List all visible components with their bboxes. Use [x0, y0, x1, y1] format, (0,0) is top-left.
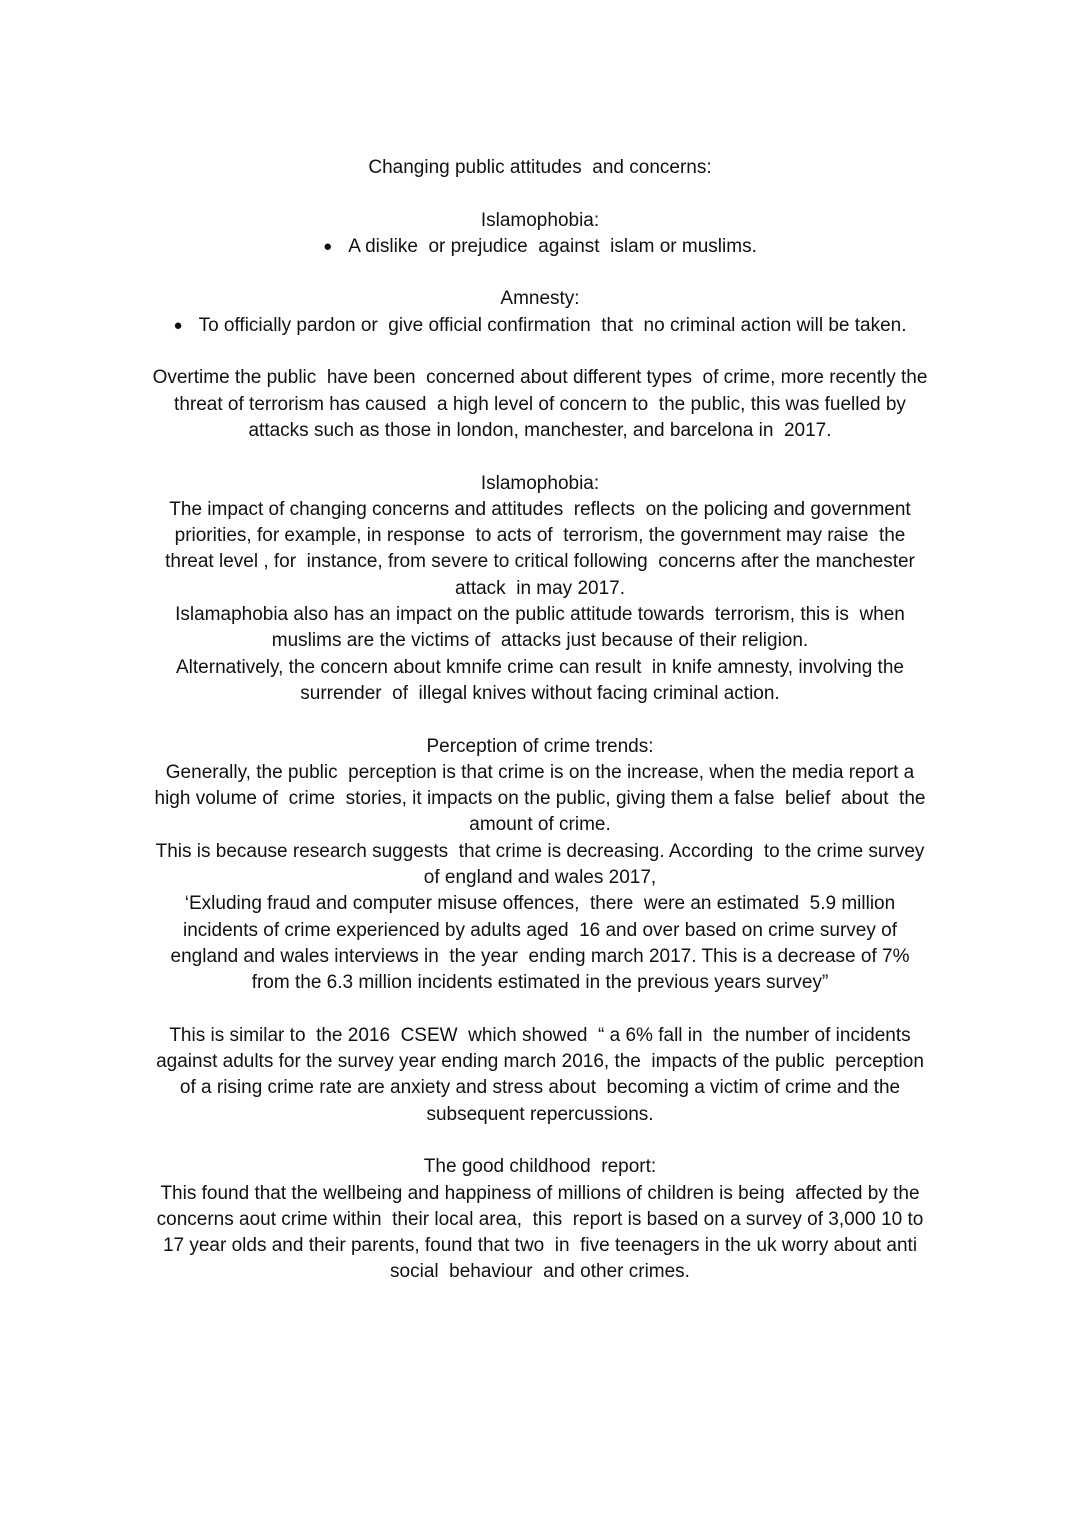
islamophobia-definition-bullet: ● A dislike or prejudice against islam or muslims.: [0, 234, 1080, 260]
bullet-icon: ●: [173, 316, 183, 334]
quote-line: ‘Exluding fraud and computer misuse offences, there were an estimated 5.9 million: [184, 893, 896, 915]
intro-line: attacks such as those in london, manchester, and barcelona in 2017.: [248, 419, 832, 441]
paragraph-line: Alternatively, the concern about kmnife crime can result in knife amnesty, involving the: [176, 656, 904, 678]
paragraph-line: 17 year olds and their parents, found that two in five teenagers in the uk worry about anti: [162, 1235, 918, 1257]
quote-line: england and wales interviews in the year ending march 2017. This is a decrease of 7%: [170, 945, 910, 967]
document-page: [0, 155, 1080, 1286]
paragraph-line: This found that the wellbeing and happiness of millions of children is being affected by the: [160, 1182, 920, 1204]
paragraph-line: priorities, for example, in response to acts of terrorism, the government may raise the: [174, 525, 906, 547]
paragraph-line: This is because research suggests that crime is decreasing. According to the crime survey: [155, 840, 925, 862]
paragraph-line: amount of crime.: [469, 814, 611, 836]
paragraph-line: concerns aout crime within their local area, this report is based on a survey of 3,000 10 to: [156, 1208, 924, 1230]
paragraph-line: Generally, the public perception is that crime is on the increase, when the media report a: [165, 761, 915, 783]
paragraph-line: of a rising crime rate are anxiety and stress about becoming a victim of crime and the: [179, 1077, 901, 1099]
paragraph-line: The impact of changing concerns and attitudes reflects on the policing and government: [169, 498, 911, 520]
paragraph-line: surrender of illegal knives without facing criminal action.: [300, 682, 780, 704]
islamophobia-section-heading: Islamophobia:: [480, 472, 600, 494]
paragraph-line: subsequent repercussions.: [426, 1103, 654, 1125]
amnesty-definition-heading: Amnesty:: [500, 288, 580, 310]
perception-section-heading: Perception of crime trends:: [426, 735, 654, 757]
intro-line: threat of terrorism has caused a high level of concern to the public, this was fuelled by: [174, 393, 906, 415]
paragraph-line: of england and wales 2017,: [423, 867, 657, 889]
quote-line: incidents of crime experienced by adults aged 16 and over based on crime survey of: [183, 919, 897, 941]
paragraph-line: This is similar to the 2016 CSEW which showed “ a 6% fall in the number of incidents: [169, 1024, 911, 1046]
intro-line: Overtime the public have been concerned about different types of crime, more recently the: [152, 367, 928, 389]
paragraph-line: against adults for the survey year ending march 2016, the impacts of the public perception: [156, 1051, 924, 1073]
paragraph-line: Islamaphobia also has an impact on the public attitude towards terrorism, this is when: [175, 604, 905, 626]
quote-line: from the 6.3 million incidents estimated in the previous years survey”: [251, 972, 829, 994]
bullet-icon: ●: [323, 237, 333, 255]
paragraph-line: social behaviour and other crimes.: [390, 1261, 690, 1283]
paragraph-line: high volume of crime stories, it impacts on the public, giving them a false belief about the: [154, 788, 926, 810]
amnesty-definition-bullet: ● To officially pardon or give official confirmation that no criminal action will be taken.: [0, 313, 1080, 339]
paragraph-line: attack in may 2017.: [454, 577, 626, 599]
childhood-section-heading: The good childhood report:: [423, 1156, 657, 1178]
paragraph-line: threat level , for instance, from severe to critical following concerns after the manchester: [165, 551, 915, 573]
paragraph-line: muslims are the victims of attacks just because of their religion.: [271, 630, 809, 652]
islamophobia-definition-heading: Islamophobia:: [480, 209, 600, 231]
document-title: Changing public attitudes and concerns:: [368, 157, 712, 178]
